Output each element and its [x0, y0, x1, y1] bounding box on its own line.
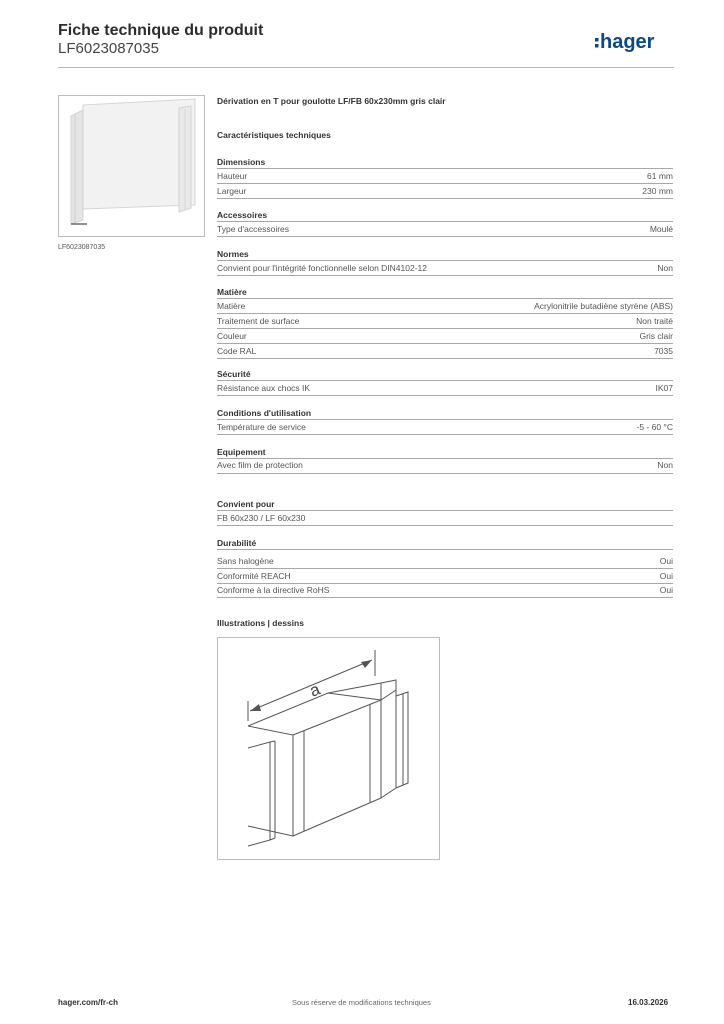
row-divider	[217, 597, 673, 598]
section-divider	[217, 549, 673, 550]
spec-label: FB 60x230 / LF 60x230	[217, 513, 306, 523]
row-divider	[217, 434, 673, 435]
spec-value: Oui	[659, 556, 673, 566]
row-divider	[217, 236, 673, 237]
spec-row	[217, 460, 673, 474]
product-code: LF6023087035	[58, 40, 159, 57]
spec-value: 7035	[654, 346, 673, 356]
logo-text: hager	[600, 31, 655, 53]
spec-value: Acrylonitrile butadiène styrène (ABS)	[534, 301, 673, 311]
thumbnail-caption: LF6023087035	[58, 244, 106, 251]
spec-label: Matière	[217, 301, 246, 311]
spec-label: Conformité REACH	[217, 571, 291, 581]
section-title-normes: Normes	[217, 249, 249, 259]
spec-value: Non	[657, 263, 673, 273]
row-divider	[217, 395, 673, 396]
spec-label: Sans halogène	[217, 556, 274, 566]
section-divider	[217, 260, 673, 261]
spec-value: Oui	[659, 585, 673, 595]
row-divider	[217, 328, 673, 329]
header-divider	[58, 67, 674, 68]
footer-website: hager.com/fr-ch	[58, 998, 119, 1007]
spec-value: 230 mm	[642, 186, 673, 196]
spec-value: Oui	[659, 571, 673, 581]
row-divider	[217, 343, 673, 344]
section-divider	[217, 510, 673, 511]
section-divider	[217, 458, 673, 459]
section-title-accessoires: Accessoires	[217, 210, 268, 220]
dimension-label: a	[306, 679, 323, 701]
section-divider	[217, 298, 673, 299]
spec-label: Hauteur	[217, 171, 248, 181]
row-divider	[217, 198, 673, 199]
logo-dot-top	[595, 38, 599, 42]
row-divider	[217, 313, 673, 314]
section-title-conditions: Conditions d'utilisation	[217, 408, 312, 418]
section-title-convient-pour: Convient pour	[217, 499, 275, 509]
spec-value: -5 - 60 °C	[636, 422, 673, 432]
product-thumbnail	[58, 95, 205, 237]
section-divider	[217, 221, 673, 222]
spec-label: Traitement de surface	[217, 316, 300, 326]
technical-drawing-svg	[218, 638, 439, 859]
row-divider	[217, 473, 673, 474]
logo-dot-bottom	[595, 44, 599, 48]
row-divider	[217, 568, 673, 569]
spec-label: Largeur	[217, 186, 247, 196]
spec-value: Non	[657, 460, 673, 470]
spec-label: Type d'accessoires	[217, 224, 290, 234]
row-divider	[217, 183, 673, 184]
row-divider	[217, 358, 673, 359]
hager-logo	[594, 27, 676, 57]
spec-value: 61 mm	[647, 171, 673, 181]
section-title-matiere: Matière	[217, 287, 247, 297]
spec-value: Non traité	[636, 316, 673, 326]
technical-drawing	[217, 637, 440, 860]
footer-date: 16.03.2026	[628, 998, 669, 1007]
section-title-dimensions: Dimensions	[217, 157, 266, 167]
section-title-illustrations: Illustrations | dessins	[217, 618, 304, 628]
spec-value: Gris clair	[639, 331, 673, 341]
spec-label: Code RAL	[217, 346, 257, 356]
footer-disclaimer: Sous réserve de modifications techniques	[292, 998, 431, 1007]
spec-value: IK07	[655, 383, 673, 393]
product-image	[59, 96, 204, 236]
product-name: Dérivation en T pour goulotte LF/FB 60x230mm gris clair	[217, 96, 446, 106]
spec-label: Avec film de protection	[217, 460, 303, 470]
spec-label: Couleur	[217, 331, 247, 341]
technical-characteristics-heading: Caractéristiques techniques	[217, 130, 331, 140]
spec-label: Conforme à la directive RoHS	[217, 585, 330, 595]
row-divider	[217, 583, 673, 584]
section-divider	[217, 419, 673, 420]
page-title: Fiche technique du produit	[58, 22, 264, 39]
spec-value: Moulé	[649, 224, 673, 234]
section-title-durabilite: Durabilité	[217, 538, 257, 548]
row-divider	[217, 525, 673, 526]
section-divider	[217, 380, 673, 381]
section-title-securite: Sécurité	[217, 369, 251, 379]
spec-label: Température de service	[217, 422, 306, 432]
section-divider	[217, 168, 673, 169]
row-divider	[217, 275, 673, 276]
section-title-equipement: Equipement	[217, 447, 266, 457]
spec-label: Convient pour l'intégrité fonctionnelle selon DIN4102-12	[217, 263, 428, 273]
spec-label: Résistance aux chocs IK	[217, 383, 311, 393]
